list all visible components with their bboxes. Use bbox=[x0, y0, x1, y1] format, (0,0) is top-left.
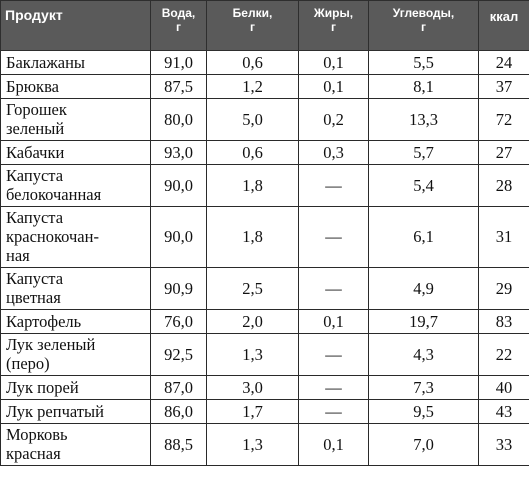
protein-value: 1,3 bbox=[207, 424, 299, 466]
water-value: 92,5 bbox=[151, 334, 207, 376]
protein-value: 0,6 bbox=[207, 141, 299, 165]
carbs-value: 7,3 bbox=[369, 376, 479, 400]
header-water: Вода, г bbox=[151, 1, 207, 51]
table-row bbox=[1, 207, 529, 268]
fat-value: 0,1 bbox=[299, 424, 369, 466]
product-name: Кабачки bbox=[1, 141, 151, 165]
header-protein: Белки, г bbox=[207, 1, 299, 51]
kcal-value: 22 bbox=[479, 334, 529, 376]
protein-value: 1,8 bbox=[207, 165, 299, 207]
table-row bbox=[1, 268, 529, 310]
product-name: Брюква bbox=[1, 75, 151, 99]
protein-value: 1,2 bbox=[207, 75, 299, 99]
kcal-value: 24 bbox=[479, 51, 529, 75]
kcal-value: 28 bbox=[479, 165, 529, 207]
carbs-value: 13,3 bbox=[369, 99, 479, 141]
water-value: 86,0 bbox=[151, 400, 207, 424]
carbs-value: 8,1 bbox=[369, 75, 479, 99]
header-kcal: ккал bbox=[479, 1, 529, 51]
kcal-value: 33 bbox=[479, 424, 529, 466]
protein-value: 1,3 bbox=[207, 334, 299, 376]
product-name: Капуста цветная bbox=[1, 268, 151, 310]
protein-value: 5,0 bbox=[207, 99, 299, 141]
protein-value: 2,0 bbox=[207, 310, 299, 334]
kcal-value: 40 bbox=[479, 376, 529, 400]
protein-value: 0,6 bbox=[207, 51, 299, 75]
fat-value: — bbox=[299, 334, 369, 376]
table-row bbox=[1, 99, 529, 141]
header-carbs: Углеводы, г bbox=[369, 1, 479, 51]
kcal-value: 31 bbox=[479, 207, 529, 268]
carbs-value: 19,7 bbox=[369, 310, 479, 334]
water-value: 90,0 bbox=[151, 165, 207, 207]
table-row bbox=[1, 165, 529, 207]
protein-value: 1,7 bbox=[207, 400, 299, 424]
table-row bbox=[1, 310, 529, 334]
product-name: Картофель bbox=[1, 310, 151, 334]
kcal-value: 37 bbox=[479, 75, 529, 99]
carbs-value: 6,1 bbox=[369, 207, 479, 268]
product-name: Капуста краснокочан- ная bbox=[1, 207, 151, 268]
water-value: 87,5 bbox=[151, 75, 207, 99]
kcal-value: 43 bbox=[479, 400, 529, 424]
table-row bbox=[1, 51, 529, 75]
table-body bbox=[1, 51, 529, 466]
water-value: 90,9 bbox=[151, 268, 207, 310]
protein-value: 2,5 bbox=[207, 268, 299, 310]
table-row bbox=[1, 75, 529, 99]
kcal-value: 83 bbox=[479, 310, 529, 334]
table-row bbox=[1, 400, 529, 424]
table-row bbox=[1, 376, 529, 400]
water-value: 87,0 bbox=[151, 376, 207, 400]
fat-value: — bbox=[299, 400, 369, 424]
kcal-value: 72 bbox=[479, 99, 529, 141]
fat-value: 0,1 bbox=[299, 75, 369, 99]
water-value: 90,0 bbox=[151, 207, 207, 268]
product-name: Лук порей bbox=[1, 376, 151, 400]
table-row bbox=[1, 424, 529, 466]
carbs-value: 4,9 bbox=[369, 268, 479, 310]
product-name: Морковь красная bbox=[1, 424, 151, 466]
fat-value: 0,1 bbox=[299, 51, 369, 75]
product-name: Баклажаны bbox=[1, 51, 151, 75]
kcal-value: 27 bbox=[479, 141, 529, 165]
carbs-value: 9,5 bbox=[369, 400, 479, 424]
water-value: 88,5 bbox=[151, 424, 207, 466]
fat-value: 0,2 bbox=[299, 99, 369, 141]
carbs-value: 4,3 bbox=[369, 334, 479, 376]
table-header bbox=[1, 1, 529, 51]
fat-value: 0,1 bbox=[299, 310, 369, 334]
product-name: Горошек зеленый bbox=[1, 99, 151, 141]
carbs-value: 5,4 bbox=[369, 165, 479, 207]
fat-value: — bbox=[299, 376, 369, 400]
product-name: Лук зеленый (перо) bbox=[1, 334, 151, 376]
carbs-value: 5,5 bbox=[369, 51, 479, 75]
header-fat: Жиры, г bbox=[299, 1, 369, 51]
water-value: 76,0 bbox=[151, 310, 207, 334]
product-name: Лук репчатый bbox=[1, 400, 151, 424]
header-product: Продукт bbox=[1, 1, 151, 51]
header-row bbox=[1, 1, 529, 51]
water-value: 91,0 bbox=[151, 51, 207, 75]
carbs-value: 5,7 bbox=[369, 141, 479, 165]
fat-value: 0,3 bbox=[299, 141, 369, 165]
carbs-value: 7,0 bbox=[369, 424, 479, 466]
protein-value: 1,8 bbox=[207, 207, 299, 268]
product-name: Капуста белокочанная bbox=[1, 165, 151, 207]
fat-value: — bbox=[299, 165, 369, 207]
table-row bbox=[1, 334, 529, 376]
water-value: 93,0 bbox=[151, 141, 207, 165]
protein-value: 3,0 bbox=[207, 376, 299, 400]
water-value: 80,0 bbox=[151, 99, 207, 141]
fat-value: — bbox=[299, 268, 369, 310]
fat-value: — bbox=[299, 207, 369, 268]
kcal-value: 29 bbox=[479, 268, 529, 310]
table-row bbox=[1, 141, 529, 165]
